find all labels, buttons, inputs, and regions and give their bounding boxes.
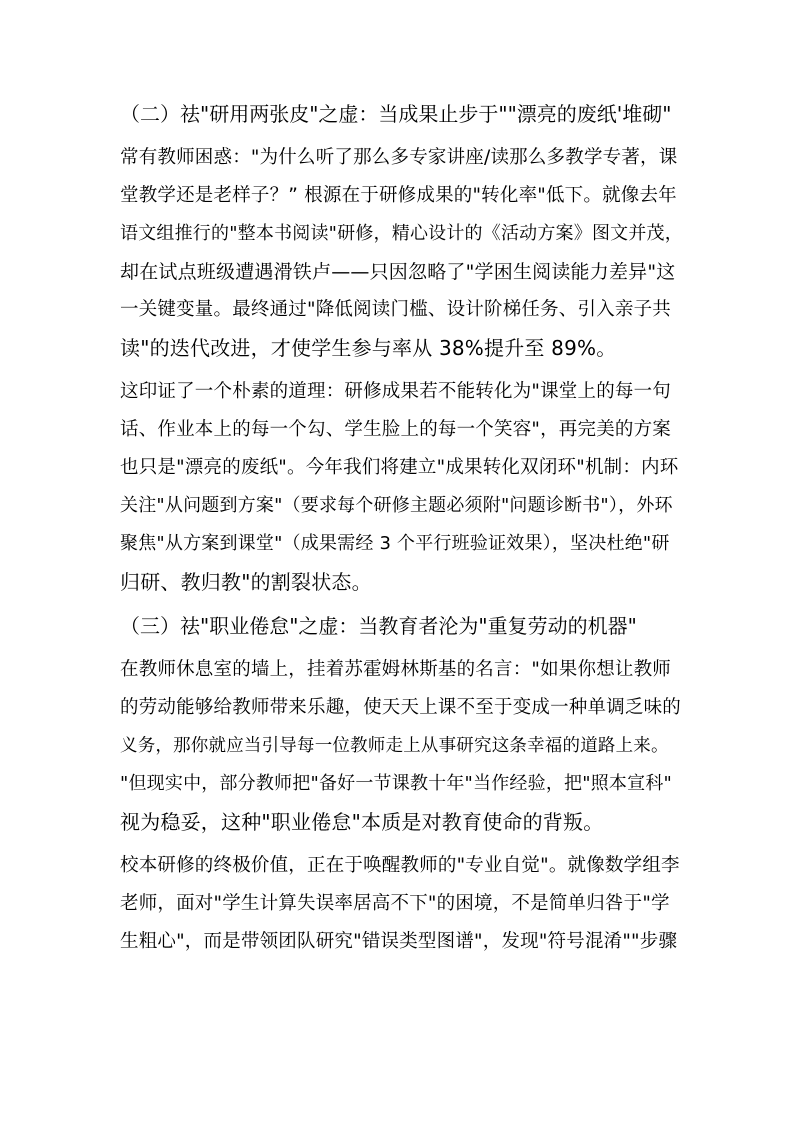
paragraph-line: 归研、教归教"的割裂状态。 <box>120 570 372 594</box>
paragraph-line: 在教师休息室的墙上，挂着苏霍姆林斯基的名言："如果你想让教师 <box>120 659 672 680</box>
paragraph-line: 却在试点班级遭遇滑铁卢——只因忽略了"学困生阅读能力差异"这 <box>120 261 676 283</box>
section-heading-3: （三）祛"职业倦怠"之虚：当教育者沦为"重复劳动的机器" <box>120 614 637 638</box>
paragraph-line: 话、作业本上的每一个勾、学生脸上的每一个笑容"，再完美的方案 <box>120 419 672 440</box>
paragraph-line: 也只是"漂亮的废纸"。今年我们将建立"成果转化双闭环"机制：内环 <box>120 457 679 478</box>
paragraph-line: 堂教学还是老样子？” 根源在于研修成果的"转化率"低下。就像去年 <box>120 185 677 206</box>
paragraph-line: 常有教师困惑："为什么听了那么多专家讲座/读那么多教学专著，课 <box>120 147 678 168</box>
paragraph-line: "但现实中，部分教师把"备好一节课教十年"当作经验，把"照本宣科" <box>120 773 672 794</box>
paragraph-line: 语文组推行的"整本书阅读"研修，精心设计的《活动方案》图文并茂， <box>120 223 683 244</box>
paragraph-line: 这印证了一个朴素的道理：研修成果若不能转化为"课堂上的每一句 <box>120 381 672 402</box>
section-heading-2: （二）祛"研用两张皮"之虚：当成果止步于""漂亮的废纸'堆砌" <box>120 102 672 126</box>
paragraph-line: 的劳动能够给教师带来乐趣，使天天上课不至于变成一种单调乏味的 <box>120 697 682 718</box>
paragraph-line: 关注"从问题到方案"（要求每个研修主题必须附"问题诊断书"），外环 <box>120 495 673 516</box>
paragraph-line: 老师，面对"学生计算失误率居高不下"的困境，不是简单归咎于"学 <box>120 893 670 914</box>
paragraph-line: 校本研修的终极价值，正在于唤醒教师的"专业自觉"。就像数学组李 <box>120 855 680 876</box>
paragraph-line: 视为稳妥，这种"职业倦怠"本质是对教育使命的背叛。 <box>120 810 604 834</box>
paragraph-line: 读"的迭代改进，才使学生参与率从 38%提升至 89%。 <box>120 336 617 360</box>
paragraph-line: 义务，那你就应当引导每一位教师走上从事研究这条幸福的道路上来。 <box>120 736 669 756</box>
paragraph-line: 生粗心"，而是带领团队研究"错误类型图谱"，发现"符号混淆""步骤 <box>120 931 678 952</box>
paragraph-line: 聚焦"从方案到课堂"（成果需经 3 个平行班验证效果），坚决杜绝"研 <box>120 533 670 554</box>
paragraph-line: 一关键变量。最终通过"降低阅读门槛、设计阶梯任务、引入亲子共 <box>120 299 672 320</box>
